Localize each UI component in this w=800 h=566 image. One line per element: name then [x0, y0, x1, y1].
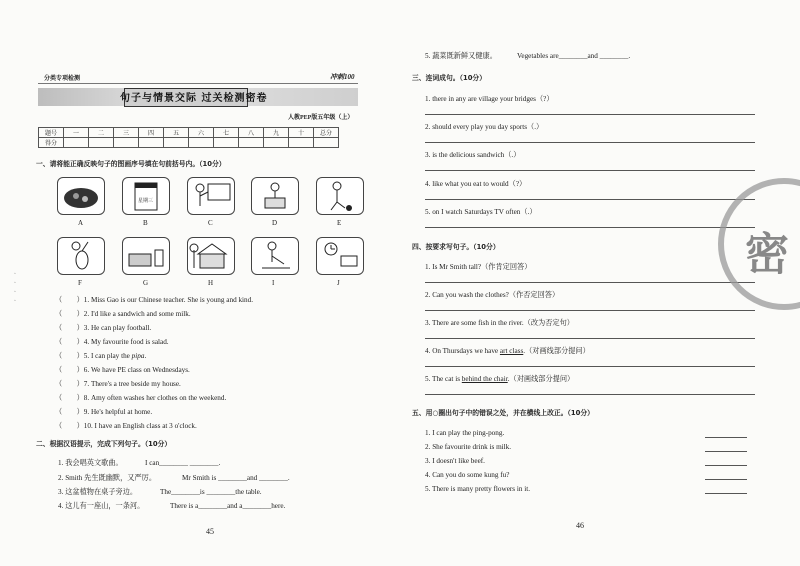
s1-item-8: （ ）8. Amy often washes her clothes on the weekend. [55, 394, 227, 402]
series-label: 分类专项检测 [44, 76, 81, 82]
s3-answer-line-1[interactable] [425, 114, 755, 115]
letter-i: I [272, 279, 275, 287]
picture-d-washing [251, 177, 299, 215]
section3-title: 三、连词成句。（10分） [412, 74, 487, 82]
s4-answer-line-4[interactable] [425, 366, 755, 367]
s2-item-5-en: Vegetables are________and ________. [517, 52, 631, 60]
brand-logo: 冲刺100 [330, 73, 355, 81]
score-cell[interactable] [114, 138, 139, 148]
s3-item-2: 2. should every play you day sports（.） [425, 123, 544, 131]
header-divider [38, 72, 358, 84]
s1-item-5: （ ）5. I can play the pipa. [55, 352, 147, 360]
score-cell: 一 [64, 128, 89, 138]
score-cell: 八 [239, 128, 264, 138]
score-cell: 十 [289, 128, 314, 138]
s4-item-4: 4. On Thursdays we have art class.（对画线部分提问） [425, 347, 590, 355]
s1-item-10: （ ）10. I have an English class at 3 o'clock. [55, 422, 197, 430]
score-cell[interactable] [214, 138, 239, 148]
section1-title: 一、请将能正确反映句子的图画序号填在句前括号内。（10分） [36, 160, 226, 168]
score-cell: 七 [214, 128, 239, 138]
score-cell: 得分 [39, 138, 64, 148]
section5-title: 五、用○圈出句子中的错误之处，并在横线上改正。（10分） [412, 409, 594, 417]
s5-answer-line-1[interactable] [705, 437, 747, 438]
letter-e: E [337, 219, 342, 227]
s5-answer-line-4[interactable] [705, 479, 747, 480]
score-cell[interactable] [139, 138, 164, 148]
score-cell: 六 [189, 128, 214, 138]
s4-item-1: 1. Is Mr Smith tall?（作肯定回答） [425, 263, 532, 271]
section4-title: 四、按要求写句子。（10分） [412, 243, 500, 251]
s5-item-2: 2. She favourite drink is milk. [425, 443, 512, 451]
letter-c: C [208, 219, 213, 227]
s3-item-3: 3. is the delicious sandwich（.） [425, 151, 521, 159]
s3-answer-line-2[interactable] [425, 142, 755, 143]
page-title: 句子与情景交际 过关检测密卷 [120, 93, 268, 104]
s4-answer-line-5[interactable] [425, 394, 755, 395]
s1-item-7: （ ）7. There's a tree beside my house. [55, 380, 181, 388]
picture-b-calendar [122, 177, 170, 215]
picture-c-teacher [187, 177, 235, 215]
s4-answer-line-3[interactable] [425, 338, 755, 339]
s3-item-4: 4. like what you eat to would（?） [425, 180, 527, 188]
letter-a: A [78, 219, 84, 227]
letter-h: H [208, 279, 214, 287]
s2-item-4-en: There is a________and a________here. [170, 502, 286, 510]
score-cell[interactable] [239, 138, 264, 148]
s5-answer-line-5[interactable] [705, 493, 747, 494]
s5-item-3: 3. I doesn't like beef. [425, 457, 485, 465]
s1-item-3: （ ）3. He can play football. [55, 324, 152, 332]
s2-item-3-cn: 3. 这盆植物在桌子旁边。 [58, 488, 138, 496]
s3-item-1: 1. there in any are village your bridges（?） [425, 95, 554, 103]
binding-margin-marks: ◦ ◦ ◦ ◦ [14, 272, 16, 304]
edition-label: 人教PEP版五年级（上） [288, 115, 354, 121]
s3-answer-line-5[interactable] [425, 227, 755, 228]
s4-item-5: 5. The cat is behind the chair.（对画线部分提问） [425, 375, 575, 383]
score-cell[interactable] [264, 138, 289, 148]
right-page [400, 0, 800, 566]
score-cell: 五 [164, 128, 189, 138]
letter-j: J [337, 279, 340, 287]
letter-g: G [143, 279, 149, 287]
picture-i-helping [251, 237, 299, 275]
s2-item-1-cn: 1. 我会唱英文歌曲。 [58, 459, 123, 467]
page-number-right: 46 [576, 521, 584, 530]
s2-item-1-en: I can________ ________. [145, 459, 221, 467]
s1-item-4: （ ）4. My favourite food is salad. [55, 338, 169, 346]
s5-item-5: 5. There is many pretty flowers in it. [425, 485, 531, 493]
score-cell[interactable] [314, 138, 339, 148]
s1-item-2: （ ）2. I'd like a sandwich and some milk. [55, 310, 191, 318]
score-cell: 题号 [39, 128, 64, 138]
s2-item-2-cn: 2. Smith 先生既幽默，又严厉。 [58, 474, 157, 482]
page-number-left: 45 [206, 527, 214, 536]
s1-item-6: （ ）6. We have PE class on Wednesdays. [55, 366, 190, 374]
score-cell[interactable] [189, 138, 214, 148]
score-cell: 三 [114, 128, 139, 138]
s3-item-5: 5. on I watch Saturdays TV often（.） [425, 208, 537, 216]
score-cell[interactable] [64, 138, 89, 148]
score-cell[interactable] [164, 138, 189, 148]
s4-item-2: 2. Can you wash the clothes?（作否定回答） [425, 291, 560, 299]
s5-item-4: 4. Can you do some kung fu? [425, 471, 510, 479]
s1-item-1: （ ）1. Miss Gao is our Chinese teacher. She is young and kind. [55, 296, 254, 304]
picture-a [57, 177, 105, 215]
s5-answer-line-3[interactable] [705, 465, 747, 466]
seal-char: 密 [745, 229, 789, 280]
letter-b: B [143, 219, 148, 227]
score-cell: 九 [264, 128, 289, 138]
picture-j-clock [316, 237, 364, 275]
score-cell: 四 [139, 128, 164, 138]
letter-f: F [78, 279, 82, 287]
s3-answer-line-4[interactable] [425, 199, 755, 200]
section2-title: 二、根据汉语提示，完成下列句子。（10分） [36, 440, 172, 448]
score-cell: 二 [89, 128, 114, 138]
s4-answer-line-2[interactable] [425, 310, 755, 311]
s4-answer-line-1[interactable] [425, 282, 755, 283]
s2-item-5-cn: 5. 蔬菜既新鲜又健康。 [425, 52, 497, 60]
picture-h-house [187, 237, 235, 275]
calendar-text: 星期三 [138, 199, 154, 204]
picture-e-football [316, 177, 364, 215]
letter-d: D [272, 219, 278, 227]
s5-answer-line-2[interactable] [705, 451, 747, 452]
s3-answer-line-3[interactable] [425, 170, 755, 171]
s5-item-1: 1. I can play the ping-pong. [425, 429, 505, 437]
s2-item-2-en: Mr Smith is ________and ________. [182, 474, 290, 482]
picture-f-pipa [57, 237, 105, 275]
score-cell[interactable] [289, 138, 314, 148]
s1-item-9: （ ）9. He's helpful at home. [55, 408, 153, 416]
s4-item-3: 3. There are some fish in the river.（改为否定句） [425, 319, 574, 327]
score-cell[interactable] [89, 138, 114, 148]
s2-item-3-en: The________is ________the table. [160, 488, 262, 496]
picture-g-sandwich [122, 237, 170, 275]
score-cell: 总分 [314, 128, 339, 138]
s2-item-4-cn: 4. 这儿有一座山，一条河。 [58, 502, 145, 510]
score-table [38, 127, 339, 148]
